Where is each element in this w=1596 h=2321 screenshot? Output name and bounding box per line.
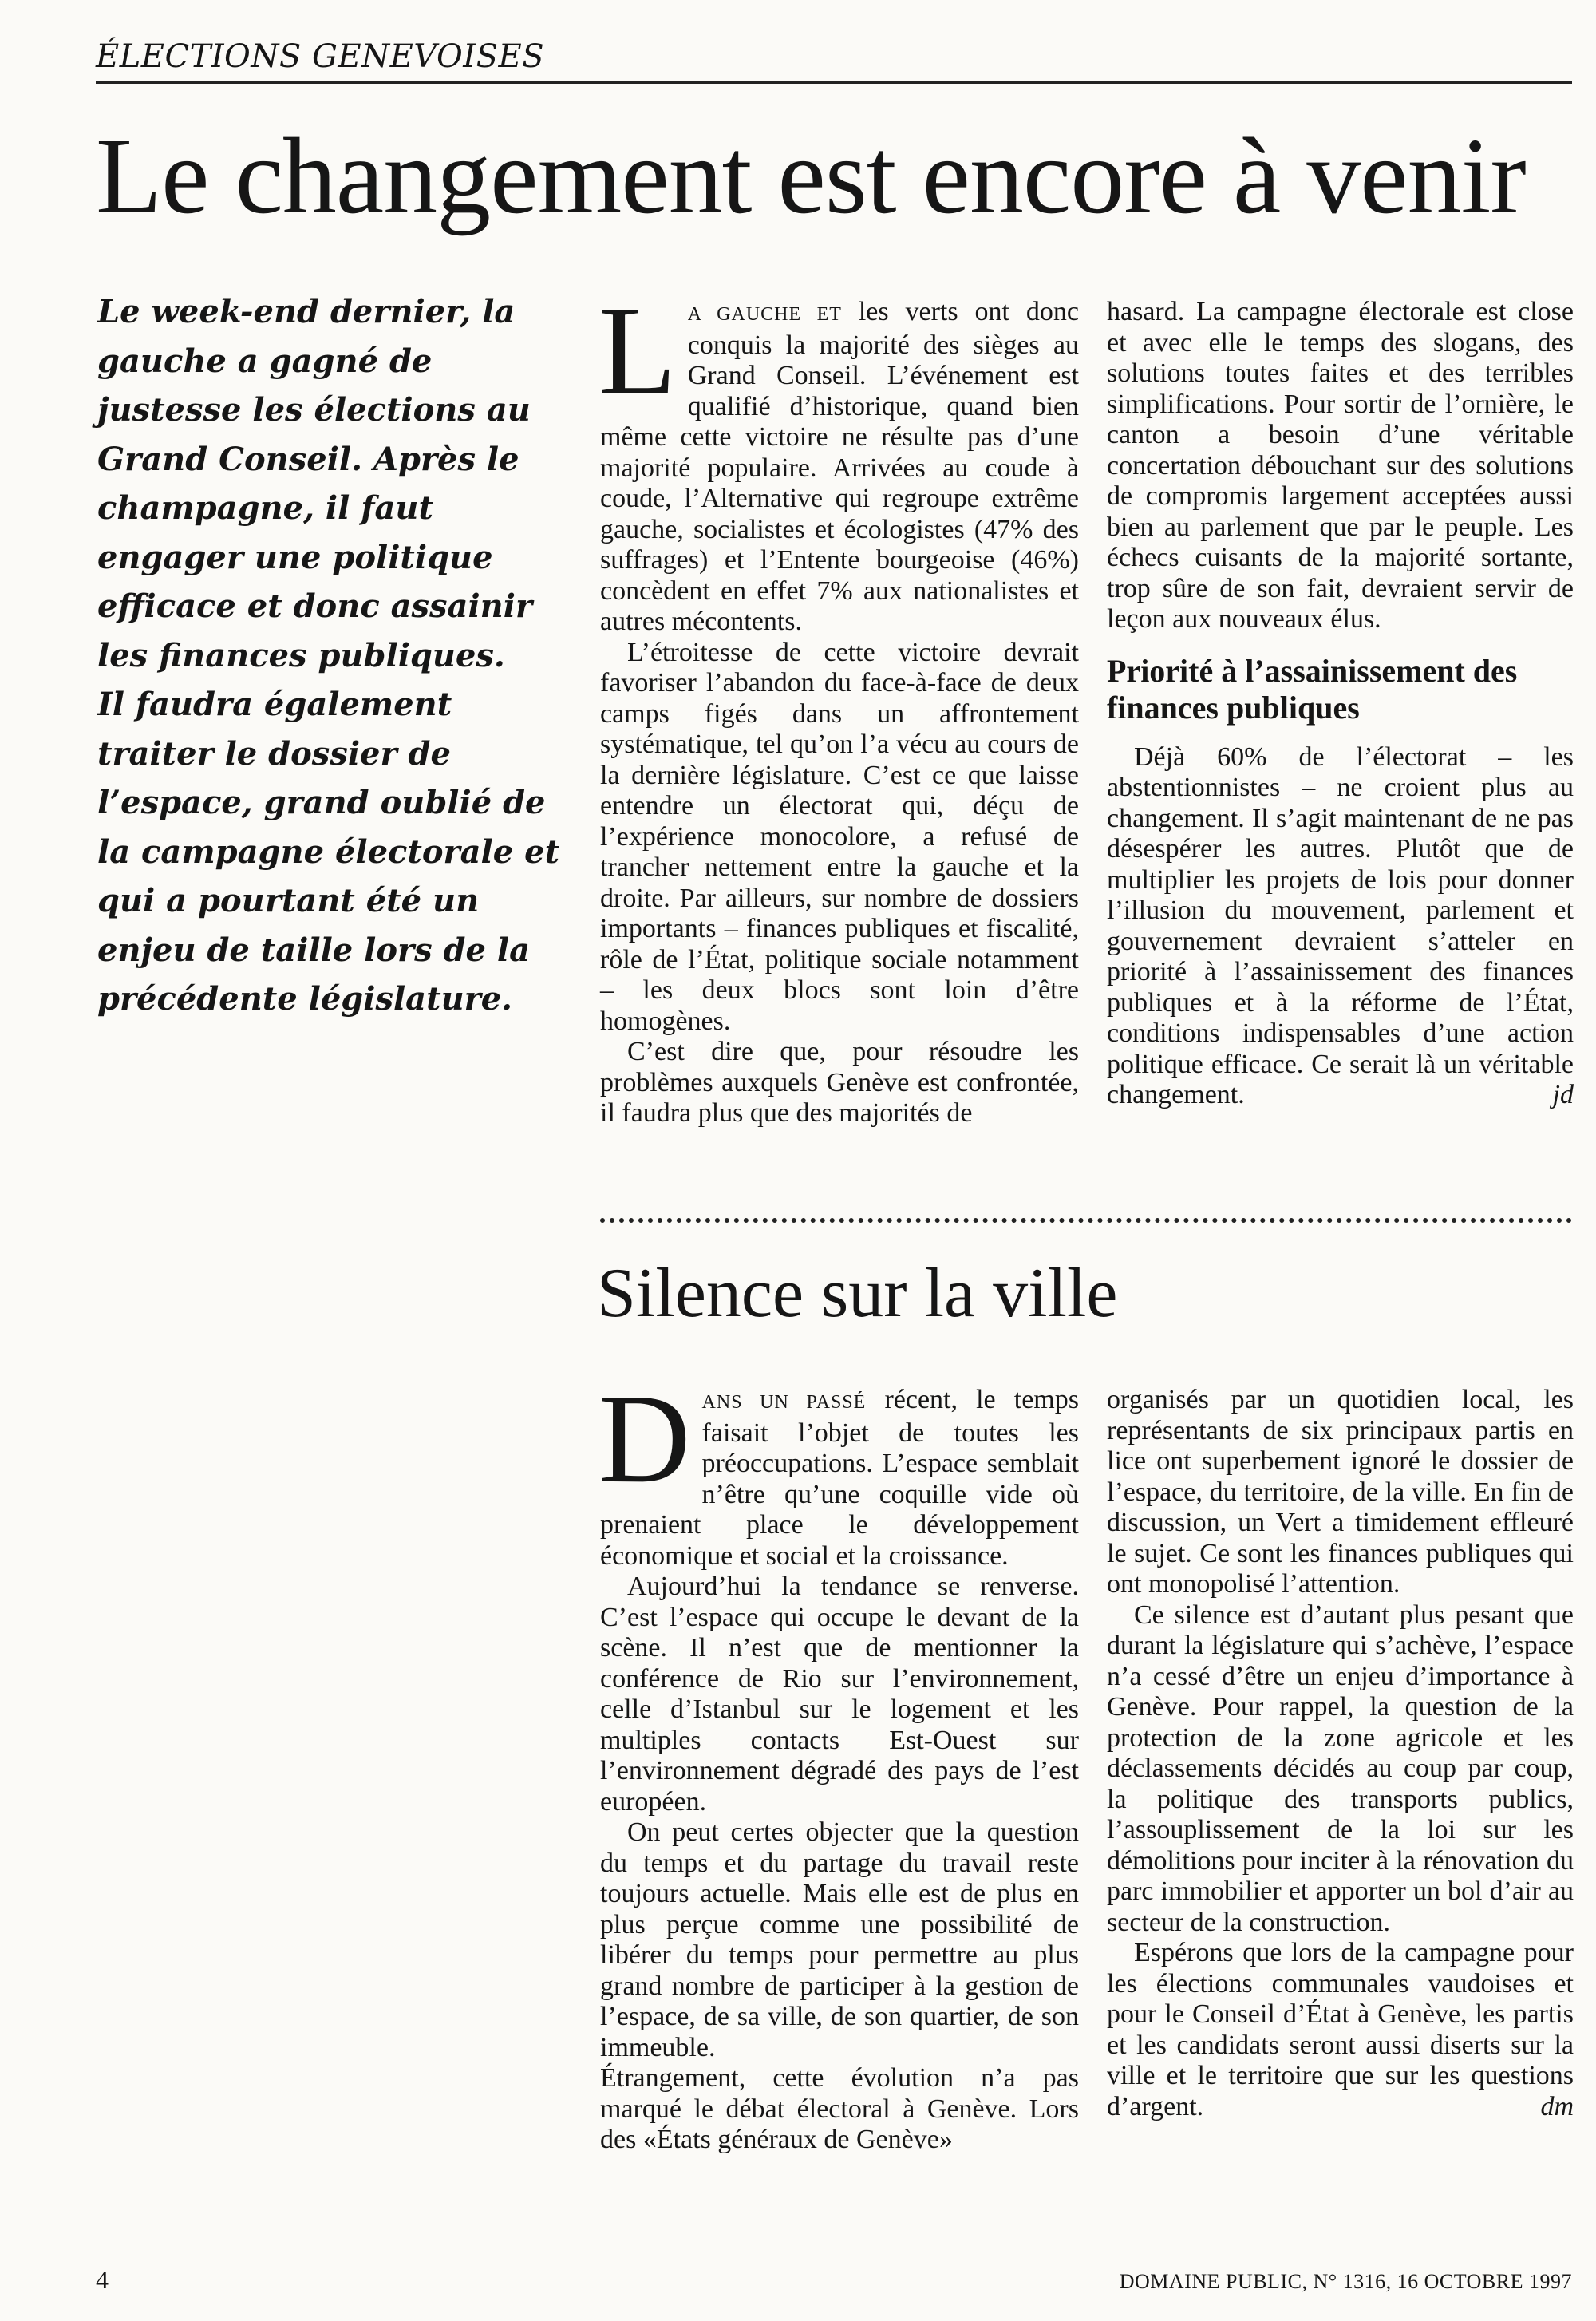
article-1-subheading: Priorité à l’assainissement des finances publiques — [1107, 652, 1518, 726]
lead-paragraph: Le week-end dernier, la gauche a gagné de justesse les élections au Grand Conseil. Après le champagne, il faut engager une politique efficace et donc assainir les finances publiques. — [97, 293, 533, 674]
body-paragraph: L’étroitesse de cette victoire devrait favoriser l’abandon du face-à-face de deux camps figés dans un affrontement systématique, tel qu’on l’a vécu au cours de la dernière législature. C’est ce que laisse entendre un électorat qui, déçu de l’expérience monocolore, a refusé de trancher nettement entre la gauche et la droite. Par ailleurs, sur nombre de dossiers importants – finances publiques et fiscalité, rôle de l’État, politique sociale notamment – les deux blocs sont loin d’être homogènes. — [600, 637, 1079, 1036]
article-1-lead — [97, 287, 568, 1024]
article-2-column-2 — [1107, 1385, 1574, 2122]
body-paragraph — [1107, 742, 1574, 1111]
lead-paragraph: Il faudra également traiter le dossier de l’espace, grand oublié de la campagne électorale et qui a pourtant été un enjeu de taille lors de la précédente législature. — [97, 686, 560, 1018]
body-paragraph: C’est dire que, pour résoudre les problèmes auxquels Genève est confrontée, il faudra plus que des majorités de — [600, 1037, 1079, 1128]
paragraph-text: Espérons que lors de la campagne pour les élections communales vaudoises et pour le Conseil d’État à Genève, les partis et les candidats seront aussi diserts sur la ville et le territoire que sur les questions d’argent. — [1107, 1938, 1574, 2121]
body-paragraph: Étrangement, cette évolution n’a pas marqué le débat électoral à Genève. Lors des «États généraux de Genève» — [600, 2063, 1079, 2154]
article-2-headline: Silence sur la ville — [597, 1255, 1118, 1332]
body-paragraph — [598, 279, 1079, 638]
paragraph-text: Déjà 60% de l’électorat – les abstentionnistes – ne croient plus au changement. Il s’agit maintenant de ne pas désespérer les autres. Plutôt que de multiplier les projets de lois pour donner l’illusion du mouvement, parlement et gouvernement devraient s’atteler en priorité à l’assainissement des finances publiques et à la réforme de l’État, conditions indispensables d’une action politique efficace. Ce serait là un véritable changement. — [1107, 741, 1574, 1109]
article-1-column-1 — [598, 279, 1079, 1129]
paragraph-text: les verts ont donc conquis la majorité des sièges au Grand Conseil. L’événement est qualifié d’historique, quand bien même cette victoire ne résulte pas d’une majorité populaire. Arrivées au coude à coude, l’Alternative qui regroupe extrême gauche, socialistes et écologistes (47% des suffrages) et l’Entente bourgeoise (46%) concèdent en effet 7% aux nationalistes et autres mécontents. — [600, 297, 1079, 636]
body-paragraph: organisés par un quotidien local, les représentants de six principaux partis en lice ont superbement ignoré le dossier de l’espace, du territoire, de la ville. En fin de discussion, un Vert a timidement effleuré le sujet. Ce sont les finances publiques qui ont monopolisé l’attention. — [1107, 1385, 1574, 1599]
header-rule — [96, 81, 1572, 84]
article-1-headline: Le changement est encore à venir — [96, 117, 1526, 236]
section-label: ÉLECTIONS GENEVOISES — [96, 38, 545, 75]
small-caps-lead: ANS UN PASSÉ — [701, 1392, 867, 1413]
body-paragraph: On peut certes objecter que la question du temps et du partage du travail reste toujours actuelle. Mais elle est de plus en plus perçue comme une possibilité de libérer du temps pour permettre au plus grand nombre de participer à la gestion de l’espace, de sa ville, de son quartier, de son immeuble. — [600, 1817, 1079, 2062]
body-paragraph: Ce silence est d’autant plus pesant que durant la législature qui s’achève, l’espace n’a cessé d’être un enjeu d’importance à Genève. Pour rappel, la question de la protection de la zone agricole et les déclassements décidés au coup par coup, la politique des transports publics, l’assouplissement de la loi sur les démolitions pour inciter à la rénovation du parc immobilier et apporter un bol d’air au secteur de la construction. — [1107, 1599, 1574, 1937]
article-separator — [600, 1218, 1572, 1223]
drop-cap: L — [598, 279, 677, 421]
small-caps-lead: A GAUCHE ET — [687, 304, 842, 325]
author-signature: dm — [1540, 2091, 1574, 2121]
article-1-column-2 — [1107, 297, 1574, 1111]
paragraph-text: récent, le temps faisait l’objet de toutes les préoccupations. L’espace semblait n’être qu’une coquille vide où prenaient place le développement économique et social et la croissance. — [600, 1385, 1079, 1571]
body-paragraph: Aujourd’hui la tendance se renverse. C’est l’espace qui occupe le devant de la scène. Il n’est que de mentionner la conférence de Rio sur l’environnement, celle d’Istanbul sur le logement et les multiples contacts Est-Ouest sur l’environnement dégradé des pays de l’est européen. — [600, 1572, 1079, 1817]
body-paragraph — [1107, 1938, 1574, 2122]
drop-cap: D — [598, 1367, 691, 1509]
author-signature: jd — [1552, 1080, 1574, 1109]
publication-footer: DOMAINE PUBLIC, N° 1316, 16 OCTOBRE 1997 — [1119, 2270, 1572, 2293]
article-2-column-1 — [598, 1367, 1079, 2156]
body-paragraph — [598, 1367, 1079, 1572]
body-paragraph: hasard. La campagne électorale est close et avec elle le temps des slogans, des solutions toutes faites et des terribles simplifications. Pour sortir de l’ornière, le canton a besoin d’une véritable concertation débouchant sur des solutions de compromis largement acceptées aussi bien au parlement que par le peuple. Les échecs cuisants de la majorité sortante, trop sûre de son fait, devraient servir de leçon aux nouveaux élus. — [1107, 297, 1574, 634]
page-number: 4 — [96, 2265, 109, 2294]
